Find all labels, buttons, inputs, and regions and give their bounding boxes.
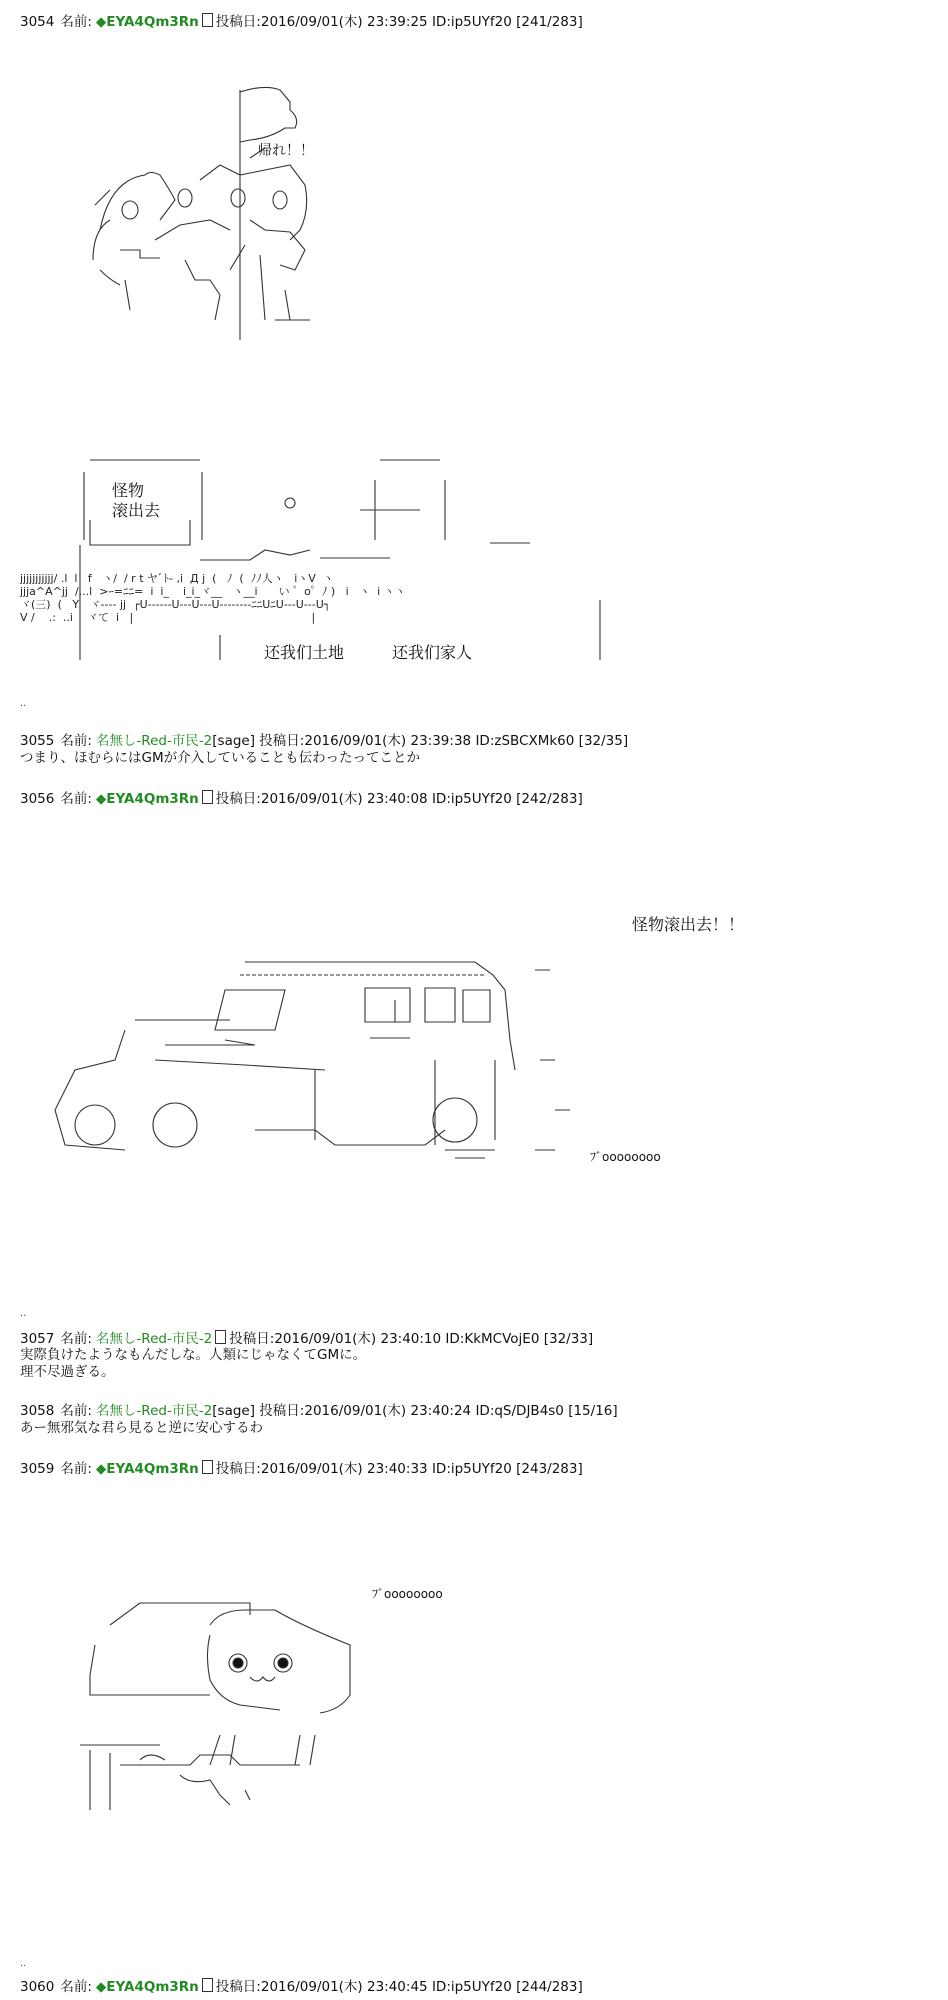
separator-dots: .. xyxy=(20,1958,27,1969)
mail-box-icon xyxy=(202,1460,213,1474)
bus-sound-text: ﾌﾞoooooooo xyxy=(590,1150,661,1164)
poster-name-link[interactable]: ◆EYA4Qm3Rn xyxy=(95,14,199,30)
name-label: 名前: xyxy=(60,733,92,749)
mail-box-icon xyxy=(215,1330,226,1344)
crowd-line: V / .: ..i ヾて i | | xyxy=(20,611,316,624)
post-count: [242/283] xyxy=(516,791,583,807)
post-header-3055 xyxy=(20,733,628,749)
crowd-line: jjja^A^jj /...l >ｰ=ﾆﾆ= i i_ i_i_ヾ__ ヽ__i い ゜o゜ﾉ ) i ヽ i ヽヽ xyxy=(20,585,406,598)
bus-shout-text: 怪物滚出去！！ xyxy=(632,915,745,934)
post-header-3057 xyxy=(20,1330,593,1347)
mail-box-icon xyxy=(202,1978,213,1992)
post-date: 2016/09/01(木) 23:40:10 xyxy=(274,1331,442,1347)
name-label: 名前: xyxy=(60,1403,92,1419)
post-date: 2016/09/01(木) 23:40:24 xyxy=(304,1403,472,1419)
poster-name-link[interactable]: 名無し-Red-市民-2 xyxy=(95,1403,213,1419)
name-label: 名前: xyxy=(60,1461,92,1477)
post-count: [244/283] xyxy=(516,1979,583,1995)
poster-id[interactable]: ID:ip5UYf20 xyxy=(431,1461,512,1477)
date-label: 投稿日: xyxy=(229,1331,275,1347)
post-number: 3059 xyxy=(20,1461,55,1477)
post-date: 2016/09/01(木) 23:39:38 xyxy=(304,733,472,749)
post-number: 3057 xyxy=(20,1331,55,1347)
poster-id[interactable]: ID:ip5UYf20 xyxy=(431,1979,512,1995)
post-date: 2016/09/01(木) 23:40:08 xyxy=(260,791,428,807)
post-count: [32/33] xyxy=(543,1331,594,1347)
mail-box-icon xyxy=(202,790,213,804)
post-header-3058 xyxy=(20,1403,618,1419)
post-number: 3060 xyxy=(20,1979,55,1995)
poster-id[interactable]: ID:ip5UYf20 xyxy=(431,14,512,30)
date-label: 投稿日: xyxy=(259,733,305,749)
poster-id[interactable]: ID:KkMCVojE0 xyxy=(445,1331,540,1347)
bed-character-art xyxy=(70,1585,370,1815)
post-body-3057-line-1: 実際負けたようなもんだしな。人類にじゃなくてGMに。 xyxy=(20,1347,367,1363)
name-label: 名前: xyxy=(60,791,92,807)
date-label: 投稿日: xyxy=(215,791,261,807)
mail-box-icon xyxy=(202,13,213,27)
bus-art xyxy=(15,950,615,1180)
sage-label: [sage] xyxy=(212,733,255,749)
poster-id[interactable]: ID:qS/DJB4s0 xyxy=(475,1403,564,1419)
crowd-line: jjjjjjjjjjj/ .l l f ヽ/ / r t ヤﾞﾄ- ,i Д j ( ﾉ ( ﾉﾉ人ヽ iヽV ヽ xyxy=(20,572,334,585)
date-label: 投稿日: xyxy=(215,1461,261,1477)
separator-dots: .. xyxy=(20,1308,27,1319)
date-label: 投稿日: xyxy=(259,1403,305,1419)
poster-name-link[interactable]: ◆EYA4Qm3Rn xyxy=(95,1979,199,1995)
post-date: 2016/09/01(木) 23:39:25 xyxy=(260,14,428,30)
post-date: 2016/09/01(木) 23:40:45 xyxy=(260,1979,428,1995)
name-label: 名前: xyxy=(60,1979,92,1995)
post-number: 3058 xyxy=(20,1403,55,1419)
post-number: 3056 xyxy=(20,791,55,807)
post-date: 2016/09/01(木) 23:40:33 xyxy=(260,1461,428,1477)
post-body-3057-line-2: 理不尽過ぎる。 xyxy=(20,1364,115,1380)
crowd-ascii-art xyxy=(20,572,406,624)
poster-name-link[interactable]: 名無し-Red-市民-2 xyxy=(95,1331,213,1347)
post-header-3056 xyxy=(20,790,583,807)
poster-id[interactable]: ID:zSBCXMk60 xyxy=(475,733,575,749)
sage-label: [sage] xyxy=(212,1403,255,1419)
crowd-sign-art xyxy=(20,450,620,660)
sign-line-1: 怪物 xyxy=(112,481,145,500)
poster-name-link[interactable]: ◆EYA4Qm3Rn xyxy=(95,791,199,807)
post-header-3060 xyxy=(20,1978,583,1995)
post-number: 3055 xyxy=(20,733,55,749)
flag-characters-art xyxy=(90,80,350,340)
post-count: [241/283] xyxy=(516,14,583,30)
poster-id[interactable]: ID:ip5UYf20 xyxy=(431,791,512,807)
post-number: 3054 xyxy=(20,14,55,30)
name-label: 名前: xyxy=(60,14,92,30)
post-count: [243/283] xyxy=(516,1461,583,1477)
post-count: [15/16] xyxy=(568,1403,618,1419)
flag-text: 帰れ！！ xyxy=(258,143,314,159)
post-body-3055: つまり、ほむらにはGMが介入していることも伝わったってことか xyxy=(20,750,420,766)
date-label: 投稿日: xyxy=(215,14,261,30)
post-header-3059 xyxy=(20,1460,583,1477)
bed-sound-text: ﾌﾞoooooooo xyxy=(372,1587,443,1601)
crowd-line: ヾ(三) ( Y ヾ---- jj ┌U------U---U---U--------ﾆﾆUﾆU---U---U┐ xyxy=(20,598,331,611)
separator-dots: .. xyxy=(20,698,27,709)
poster-name-link[interactable]: 名無し-Red-市民-2 xyxy=(95,733,213,749)
post-count: [32/35] xyxy=(578,733,629,749)
post-body-3058: あー無邪気な君ら見ると逆に安心するわ xyxy=(20,1420,263,1436)
crowd-caption: 还我们土地 还我们家人 xyxy=(264,643,473,662)
date-label: 投稿日: xyxy=(215,1979,261,1995)
sign-line-2: 滚出去 xyxy=(112,501,161,520)
poster-name-link[interactable]: ◆EYA4Qm3Rn xyxy=(95,1461,199,1477)
name-label: 名前: xyxy=(60,1331,92,1347)
post-header-3054 xyxy=(20,13,583,30)
